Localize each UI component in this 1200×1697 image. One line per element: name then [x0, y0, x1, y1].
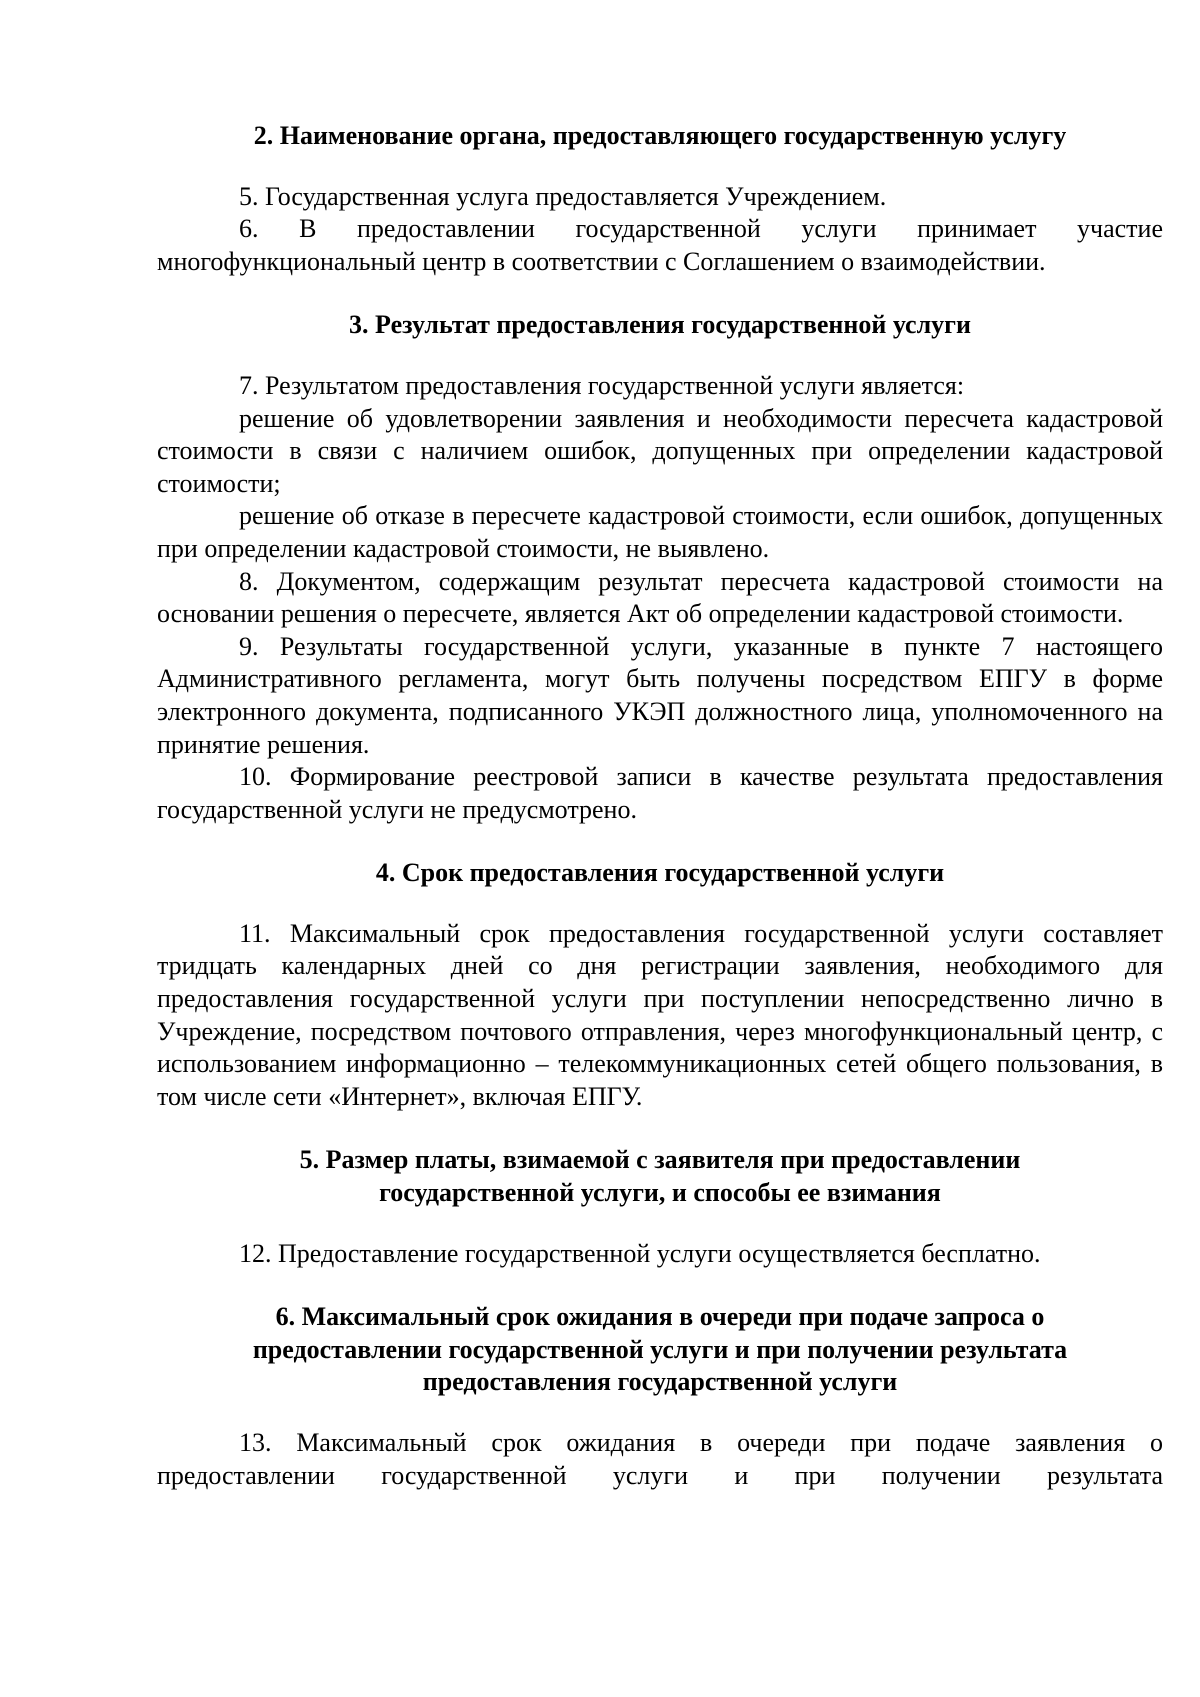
section-5-heading-line-2: государственной услуги, и способы ее взимания	[379, 1178, 941, 1208]
section-6-heading-line-2: предоставлении государственной услуги и при получении результата	[252, 1334, 1068, 1364]
result-item-approval: решение об удовлетворении заявления и необходимости пересчета кадастровой стоимости в связи с наличием ошибок, допущенных при определении кадастровой стоимости;	[157, 403, 1163, 498]
section-6-heading	[157, 1301, 1163, 1399]
paragraph-11: 11. Максимальный срок предоставления государственной услуги составляет тридцать календарных дней со дня регистрации заявления, необходимого для предоставления государственной услуги при поступлении непосредственно лично в Учреждение, посредством почтового отправления, через многофункциональный центр, с использованием информационно – телекоммуникационных сетей общего пользования, в том числе сети «Интернет», включая ЕПГУ.	[157, 918, 1163, 1111]
paragraph-5: 5. Государственная услуга предоставляется Учреждением.	[239, 181, 887, 211]
paragraph-10: 10. Формирование реестровой записи в качестве результата предоставления государственной услуги не предусмотрено.	[157, 762, 1163, 824]
section-4-heading: 4. Срок предоставления государственной услуги	[375, 858, 945, 888]
document-body	[157, 120, 1163, 1492]
section-5-heading-line-1: 5. Размер платы, взимаемой с заявителя при предоставлении	[299, 1145, 1021, 1175]
paragraph-13: 13. Максимальный срок ожидания в очереди при подаче заявления о предоставлении государственной услуги и при получении результата	[157, 1428, 1163, 1490]
paragraph-6: 6. В предоставлении государственной услуги принимает участие многофункциональный центр в соответствии с Соглашением о взаимодействии.	[157, 214, 1163, 276]
paragraph-8: 8. Документом, содержащим результат пересчета кадастровой стоимости на основании решения о пересчете, является Акт об определении кадастровой стоимости.	[157, 566, 1163, 629]
section-2-heading: 2. Наименование органа, предоставляющего государственную услугу	[253, 121, 1067, 150]
paragraph-9: 9. Результаты государственной услуги, указанные в пункте 7 настоящего Административного регламента, могут быть получены посредством ЕПГУ в форме электронного документа, подписанного УКЭП должностного лица, уполномоченного на принятие решения.	[157, 631, 1163, 759]
paragraph-7: 7. Результатом предоставления государственной услуги является:	[239, 370, 965, 400]
section-6-heading-line-3: предоставления государственной услуги	[422, 1367, 898, 1397]
section-6-heading-line-1: 6. Максимальный срок ожидания в очереди при подаче запроса о	[275, 1302, 1045, 1332]
section-5-heading	[157, 1144, 1163, 1209]
section-3-heading: 3. Результат предоставления государственной услуги	[349, 310, 971, 340]
paragraph-12: 12. Предоставление государственной услуги осуществляется бесплатно.	[239, 1238, 1041, 1268]
result-item-refusal: решение об отказе в пересчете кадастровой стоимости, если ошибок, допущенных при определении кадастровой стоимости, не выявлено.	[157, 501, 1163, 563]
